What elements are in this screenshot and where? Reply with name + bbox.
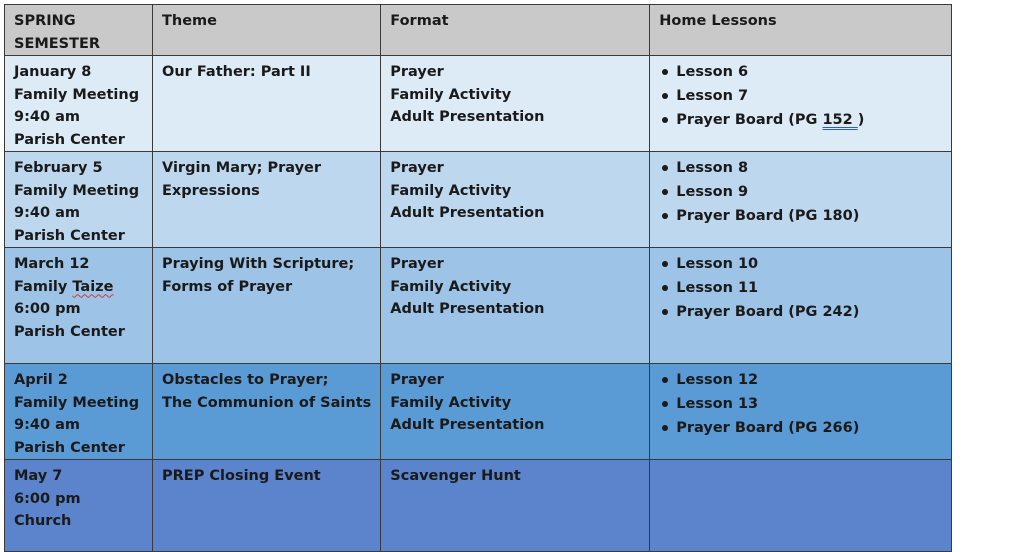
date-line: 9:40 am	[14, 205, 81, 221]
theme-line: PREP Closing Event	[162, 468, 321, 484]
home-lessons-cell	[650, 56, 952, 152]
header-format: Format	[381, 5, 650, 56]
theme-line: Forms of Prayer	[162, 278, 293, 295]
theme-line: Virgin Mary; Prayer	[162, 160, 322, 176]
date-line: 6:00 pm	[14, 301, 81, 317]
home-lessons-cell	[650, 248, 952, 364]
format-line: Prayer	[390, 160, 444, 176]
format-line: Adult Presentation	[390, 417, 545, 433]
header-row	[5, 5, 952, 56]
format-line: Family Activity	[390, 86, 512, 103]
date-line	[14, 276, 143, 299]
theme-cell	[153, 248, 381, 364]
prayer-board-text-end: )	[857, 112, 865, 128]
header-semester: SPRING SEMESTER	[5, 5, 153, 56]
date-line: Family Meeting	[14, 182, 140, 199]
date-cell	[5, 364, 153, 460]
prayer-board-text: Prayer Board (PG 180)	[676, 208, 860, 224]
date-line: 9:40 am	[14, 109, 81, 125]
lesson-item: Lesson 12	[659, 369, 942, 392]
date-cell	[5, 152, 153, 248]
lesson-item: Lesson 11	[659, 277, 942, 300]
format-cell	[381, 152, 650, 248]
format-line: Adult Presentation	[390, 301, 545, 317]
theme-cell	[153, 460, 381, 552]
date-cell	[5, 460, 153, 552]
date-line: Parish Center	[14, 323, 125, 340]
schedule-table-container	[4, 4, 952, 552]
date-line: Family Meeting	[14, 86, 140, 103]
table-row	[5, 460, 952, 552]
format-cell	[381, 460, 650, 552]
theme-cell	[153, 152, 381, 248]
grammar-marked-text: 152	[822, 112, 858, 128]
spellcheck-marked-word: Taize	[72, 278, 114, 295]
date-cell	[5, 56, 153, 152]
theme-cell	[153, 56, 381, 152]
prayer-board-text: Prayer Board (PG 242)	[676, 304, 860, 320]
header-theme: Theme	[153, 5, 381, 56]
format-cell	[381, 56, 650, 152]
date-line: February 5	[14, 160, 103, 176]
format-line: Adult Presentation	[390, 205, 545, 221]
lessons-list	[659, 369, 942, 440]
date-line: 6:00 pm	[14, 490, 81, 507]
theme-line: Obstacles to Prayer;	[162, 372, 329, 388]
home-lessons-cell	[650, 364, 952, 460]
format-line: Scavenger Hunt	[390, 468, 521, 484]
date-line: January 8	[14, 64, 92, 80]
date-line: Parish Center	[14, 131, 125, 148]
lesson-item: Lesson 13	[659, 393, 942, 416]
prayer-board-item	[659, 205, 942, 228]
header-home-lessons: Home Lessons	[650, 5, 952, 56]
date-line: Parish Center	[14, 227, 125, 244]
theme-line: The Communion of Saints	[162, 394, 372, 411]
lessons-list	[659, 157, 942, 228]
date-line: April 2	[14, 372, 68, 388]
lessons-list	[659, 253, 942, 324]
prayer-board-item	[659, 301, 942, 324]
prayer-board-item	[659, 109, 942, 132]
format-line: Adult Presentation	[390, 109, 545, 125]
date-cell	[5, 248, 153, 364]
prayer-board-text: Prayer Board (PG 266)	[676, 420, 860, 436]
home-lessons-cell	[650, 152, 952, 248]
lesson-item: Lesson 8	[659, 157, 942, 180]
table-row	[5, 152, 952, 248]
format-cell	[381, 364, 650, 460]
format-line: Prayer	[390, 256, 444, 272]
lesson-item: Lesson 9	[659, 181, 942, 204]
lesson-item: Lesson 6	[659, 61, 942, 84]
theme-line: Praying With Scripture;	[162, 256, 355, 272]
table-row	[5, 364, 952, 460]
date-line: Church	[14, 513, 72, 529]
lesson-item: Lesson 7	[659, 85, 942, 108]
theme-line: Our Father: Part II	[162, 64, 311, 80]
date-line-prefix: Family	[14, 278, 73, 295]
theme-line: Expressions	[162, 182, 260, 199]
format-line: Family Activity	[390, 394, 512, 411]
date-line: Family Meeting	[14, 394, 140, 411]
theme-cell	[153, 364, 381, 460]
date-line: March 12	[14, 256, 90, 272]
date-line: Parish Center	[14, 439, 125, 456]
format-line: Family Activity	[390, 182, 512, 199]
prayer-board-text: Prayer Board (PG	[676, 112, 823, 128]
home-lessons-cell	[650, 460, 952, 552]
date-line: 9:40 am	[14, 417, 81, 433]
table-row	[5, 56, 952, 152]
table-row	[5, 248, 952, 364]
spring-semester-schedule-table	[4, 4, 952, 552]
format-line: Prayer	[390, 64, 444, 80]
format-line: Family Activity	[390, 278, 512, 295]
lessons-list	[659, 61, 942, 132]
prayer-board-item	[659, 417, 942, 440]
format-cell	[381, 248, 650, 364]
format-line: Prayer	[390, 372, 444, 388]
lesson-item: Lesson 10	[659, 253, 942, 276]
date-line: May 7	[14, 468, 63, 484]
